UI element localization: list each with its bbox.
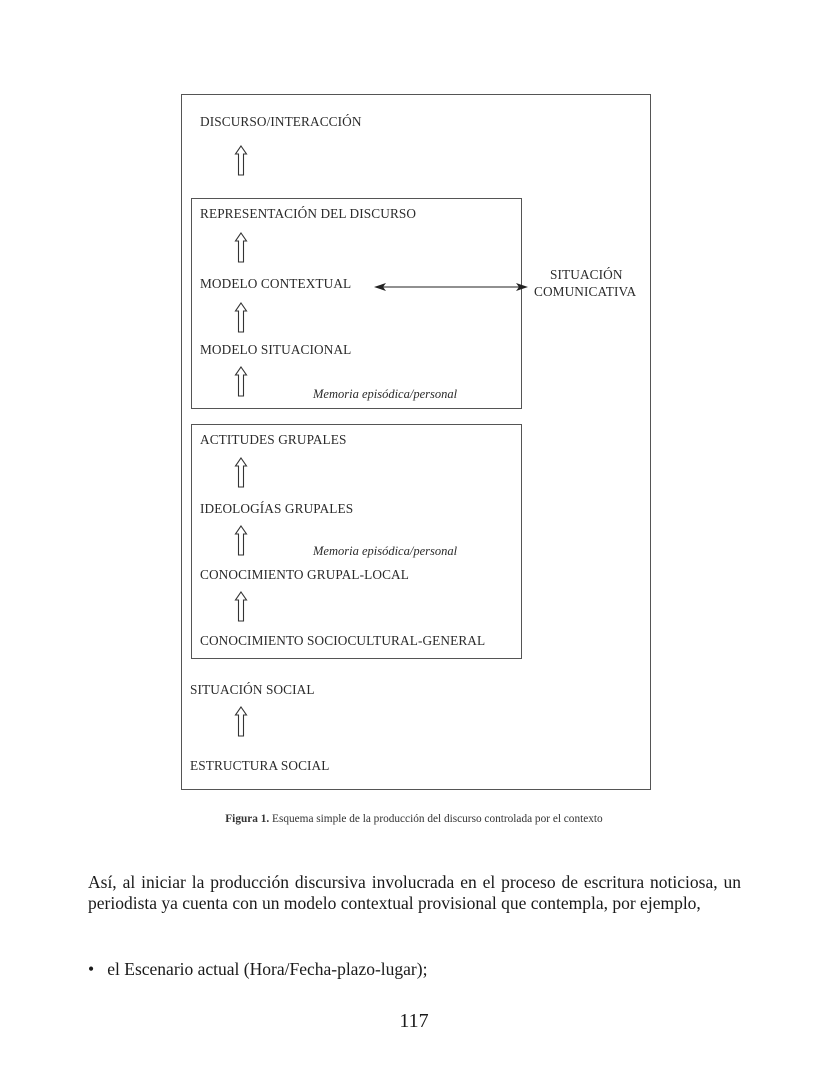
label-representacion-discurso: REPRESENTACIÓN DEL DISCURSO bbox=[200, 206, 417, 221]
label-discurso-interaccion: DISCURSO/INTERACCIÓN bbox=[200, 114, 362, 129]
label-situacion-comunicativa-2: COMUNICATIVA bbox=[534, 284, 637, 299]
label-situacion-social: SITUACIÓN SOCIAL bbox=[190, 682, 315, 697]
label-ideologias-grupales: IDEOLOGÍAS GRUPALES bbox=[200, 501, 354, 516]
label-conocimiento-sociocultural: CONOCIMIENTO SOCIOCULTURAL-GENERAL bbox=[200, 633, 486, 648]
up-arrow-icon bbox=[234, 302, 248, 333]
label-conocimiento-grupal-local: CONOCIMIENTO GRUPAL-LOCAL bbox=[200, 567, 409, 582]
bullet-symbol: • bbox=[88, 959, 95, 979]
bullet-item bbox=[88, 959, 427, 980]
label-memoria-episodica: Memoria episódica/personal bbox=[313, 544, 458, 558]
label-modelo-contextual: MODELO CONTEXTUAL bbox=[200, 276, 352, 291]
up-arrow-icon bbox=[234, 145, 248, 176]
label-situacion-comunicativa-1: SITUACIÓN bbox=[550, 267, 623, 282]
body-paragraph: Así, al iniciar la producción discursiva involucrada en el proceso de escritura noticiosa, un periodista ya cuenta con un modelo contextual provisional que contempla, por ejemplo, bbox=[88, 872, 741, 913]
figure-caption bbox=[0, 813, 828, 825]
up-arrow-icon bbox=[234, 366, 248, 397]
bullet-text: el Escenario actual (Hora/Fecha-plazo-lugar); bbox=[107, 959, 428, 979]
label-memoria-episodica: Memoria episódica/personal bbox=[313, 387, 458, 401]
up-arrow-icon bbox=[234, 525, 248, 556]
label-estructura-social: ESTRUCTURA SOCIAL bbox=[190, 758, 330, 773]
up-arrow-icon bbox=[234, 706, 248, 737]
label-actitudes-grupales: ACTITUDES GRUPALES bbox=[200, 432, 347, 447]
caption-prefix: Figura 1. bbox=[225, 813, 270, 825]
up-arrow-icon bbox=[234, 457, 248, 488]
up-arrow-icon bbox=[234, 232, 248, 263]
up-arrow-icon bbox=[234, 591, 248, 622]
page-number: 117 bbox=[399, 1010, 429, 1032]
caption-text: Esquema simple de la producción del discurso controlada por el contexto bbox=[269, 813, 603, 825]
label-modelo-situacional: MODELO SITUACIONAL bbox=[200, 342, 352, 357]
double-arrow-icon bbox=[372, 281, 530, 293]
